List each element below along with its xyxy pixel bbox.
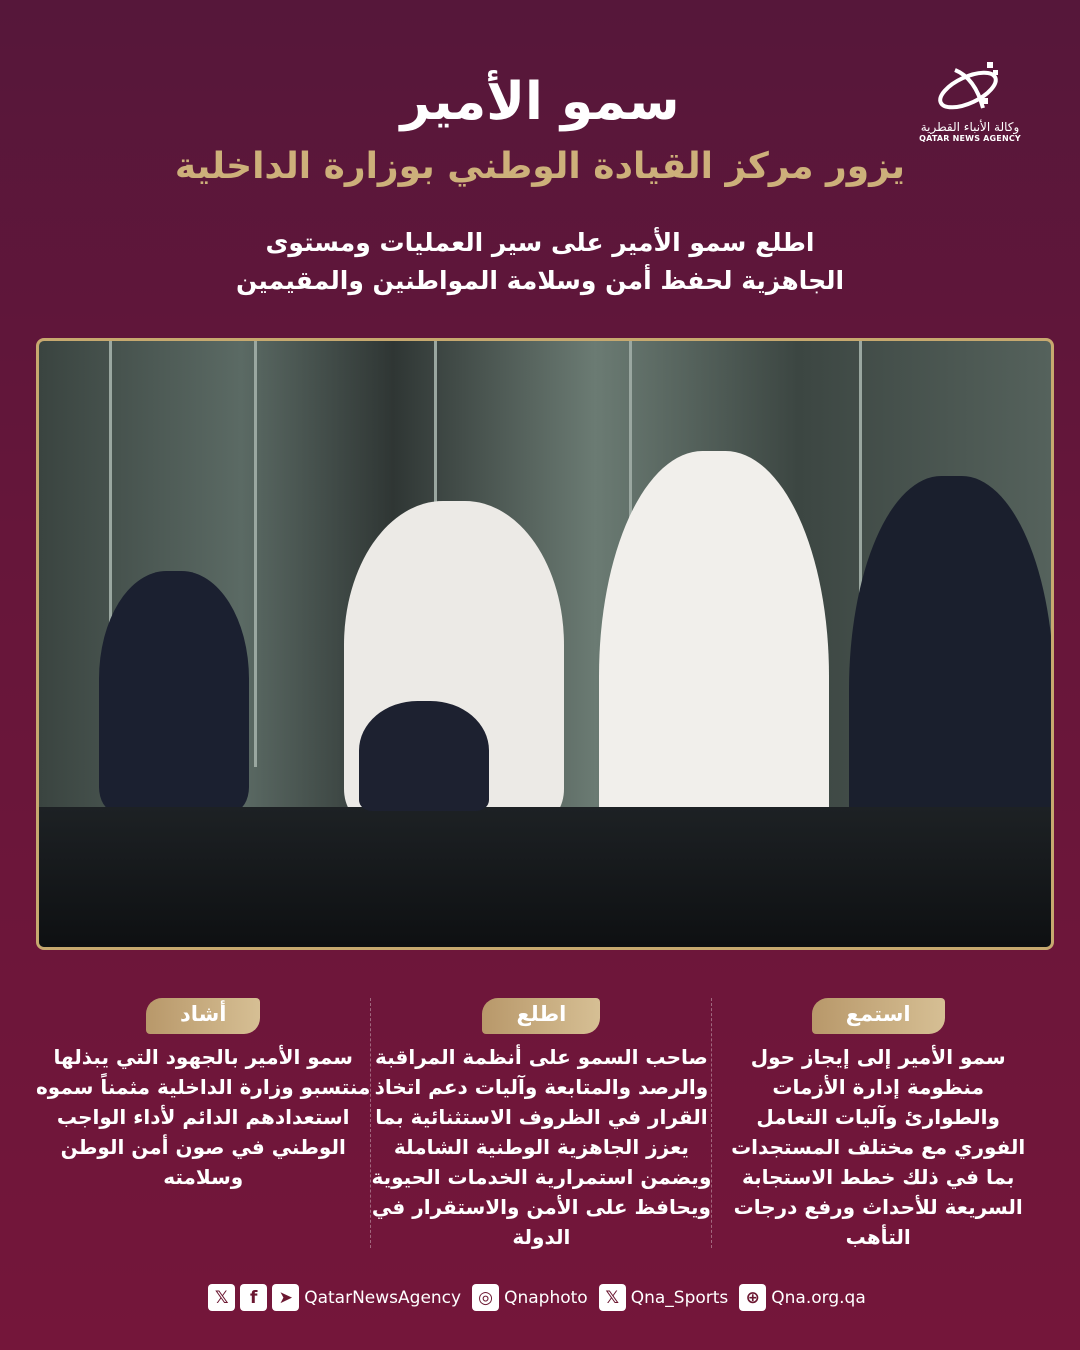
column-line: سمو الأمير إلى إيجاز حول [750,1045,1006,1069]
info-columns [36,998,1044,1248]
handle-main[interactable]: QatarNewsAgency [304,1287,462,1308]
column-label: أشاد [146,998,261,1034]
column-label: استمع [812,998,945,1034]
column-line: يعزز الجاهزية الوطنية الشاملة [393,1135,689,1159]
logo-english-text: QATAR NEWS AGENCY [919,134,1021,143]
page-title: سمو الأمير [400,72,680,132]
column-praised [36,998,371,1248]
column-line: ويحافظ على الأمن والاستقرار في [371,1195,711,1219]
column-line: التأهب [845,1225,911,1249]
column-line: والطوارئ وآليات التعامل [756,1105,1000,1129]
handle-photo[interactable]: Qnaphoto [504,1287,588,1308]
lead-line: الجاهزية لحفظ أمن وسلامة المواطنين والمقيمين [235,266,845,295]
x-icon[interactable]: 𝕏 [599,1284,626,1311]
globe-icon[interactable]: ⊕ [739,1284,766,1311]
column-line: الفوري مع مختلف المستجدات [731,1135,1026,1159]
column-label: اطلع [482,998,600,1034]
x-icon[interactable]: 𝕏 [208,1284,235,1311]
column-reviewed [371,998,712,1248]
column-line: وسلامته [163,1165,244,1189]
page-subtitle: يزور مركز القيادة الوطني بوزارة الداخلية [174,146,906,187]
column-line: سمو الأمير بالجهود التي يبذلها [53,1045,353,1069]
website-link[interactable]: Qna.org.qa [771,1287,866,1308]
news-photo [36,338,1054,950]
logo-arabic-text: وكالة الأنباء القطرية [920,120,1020,134]
lead-text [0,224,1080,300]
column-line: ويضمن استمرارية الخدمات الحيوية [371,1165,712,1189]
column-line: منظومة إدارة الأزمات [772,1075,984,1099]
column-line: القرار في الظروف الاستثنائية بما [375,1105,708,1129]
facebook-icon[interactable]: f [240,1284,267,1311]
column-line: السريعة للأحداث ورفع درجات [733,1195,1023,1219]
column-line: والرصد والمتابعة وآليات دعم اتخاذ [374,1075,709,1099]
column-listened [712,998,1044,1248]
handle-sports[interactable]: Qna_Sports [630,1287,729,1308]
social-footer [0,1284,1080,1311]
column-line: استعدادهم الدائم لأداء الواجب [56,1105,350,1129]
column-line: صاحب السمو على أنظمة المراقبة [374,1045,708,1069]
column-line: منتسبو وزارة الداخلية مثمناً سموه [36,1075,371,1099]
telegram-icon[interactable]: ➤ [272,1284,299,1311]
column-line: بما في ذلك خطط الاستجابة [741,1165,1015,1189]
column-line: الدولة [512,1225,571,1249]
instagram-icon[interactable]: ◎ [472,1284,499,1311]
lead-line: اطلع سمو الأمير على سير العمليات ومستوى [265,228,815,257]
column-line: الوطني في صون أمن الوطن [60,1135,346,1159]
